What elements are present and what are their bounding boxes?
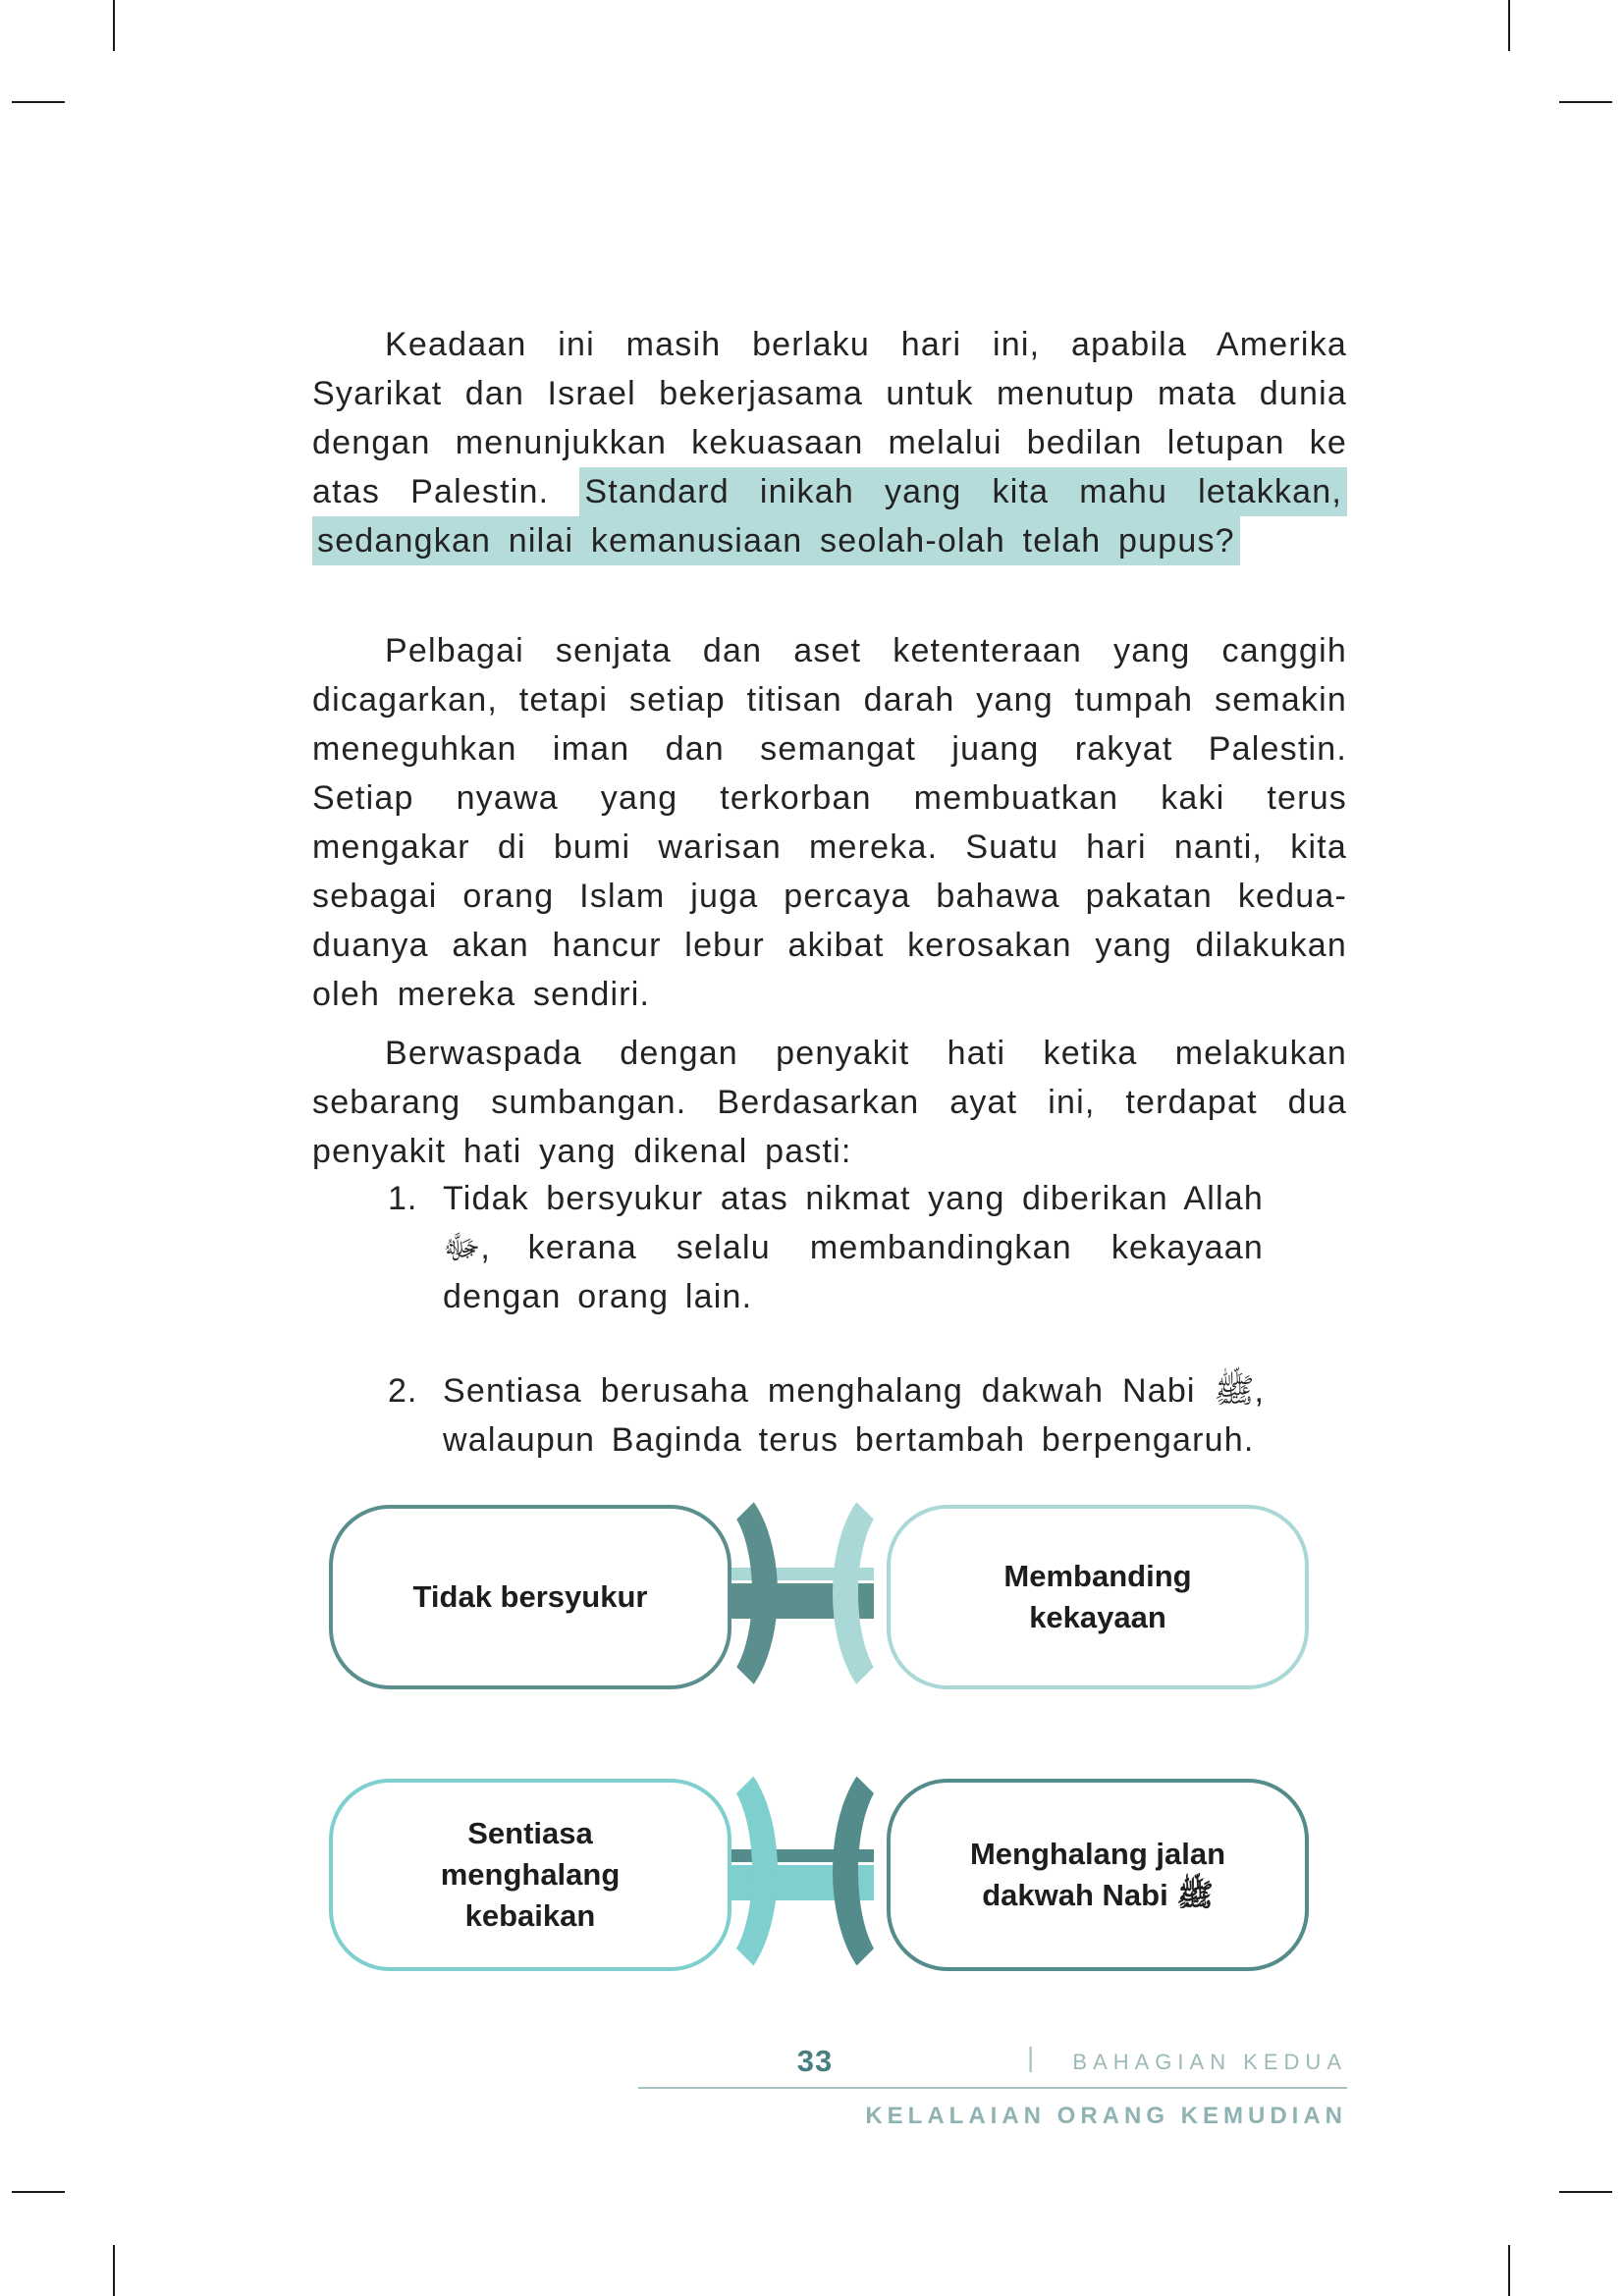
crop-mark-bottom-right-vertical bbox=[1508, 2245, 1510, 2296]
highlighted-sentence: Standard inikah yang kita mahu letakkan, sedangkan nilai kemanusiaan seolah-olah telah pupus? bbox=[312, 467, 1347, 565]
footer-chapter-title: KELALAIAN ORANG KEMUDIAN bbox=[865, 2103, 1347, 2129]
crop-mark-bottom-right-horizontal bbox=[1559, 2191, 1612, 2193]
crescent-row2-left bbox=[656, 1752, 778, 1990]
paragraph-3: Berwaspada dengan penyakit hati ketika melakukan sebarang sumbangan. Berdasarkan ayat ini, terdapat dua penyakit hati yang dikenal pasti: bbox=[312, 1035, 1347, 1170]
paragraph-1-text: Keadaan ini masih berlaku hari ini, apabila Amerika Syarikat dan Israel bekerjasama untuk menutup mata dunia dengan menunjukkan kekuasaan melalui bedilan letupan ke atas Palestin. bbox=[312, 326, 1347, 510]
pill-sentiasa-menghalang-label: Sentiasa menghalang kebaikan bbox=[440, 1816, 621, 1933]
list-item-2-number: 2. bbox=[388, 1372, 418, 1410]
crescent-row1-left bbox=[656, 1478, 778, 1708]
paragraph-2: Pelbagai senjata dan aset ketenteraan yang canggih dicagarkan, tetapi setiap titisan darah yang tumpah semakin meneguhkan iman dan semangat juang rakyat Palestin. Setiap nyawa yang terkorban membuatkan kaki terus mengakar di bumi warisan mereka. Suatu hari nanti, kita sebagai orang Islam juga percaya bahawa pakatan kedua-duanya akan hancur lebur akibat kerosakan yang dilakukan oleh mereka sendiri. bbox=[312, 632, 1347, 1013]
crop-mark-top-left-vertical bbox=[113, 0, 115, 51]
crop-mark-top-right-vertical bbox=[1508, 0, 1510, 51]
pill-membanding-kekayaan-label: Membanding kekayaan bbox=[1003, 1559, 1192, 1634]
crescent-row2-right bbox=[833, 1752, 954, 1990]
page-number: 33 bbox=[796, 2044, 834, 2078]
paragraph-1 bbox=[312, 320, 1347, 565]
list-item-2-text: Sentiasa berusaha menghalang dakwah Nabi ﷺ, walaupun Baginda terus bertambah berpengaruh. bbox=[443, 1372, 1264, 1459]
footer-rule bbox=[638, 2087, 1347, 2089]
crescent-row1-right bbox=[833, 1478, 954, 1708]
crop-mark-bottom-left-horizontal bbox=[12, 2191, 65, 2193]
list-item-1 bbox=[388, 1174, 1264, 1321]
list-item-1-number: 1. bbox=[388, 1180, 418, 1217]
footer-separator: | bbox=[1027, 2042, 1035, 2072]
crop-mark-bottom-left-vertical bbox=[113, 2245, 115, 2296]
crop-mark-top-left-horizontal bbox=[12, 101, 65, 103]
crop-mark-top-right-horizontal bbox=[1559, 101, 1612, 103]
footer-section-title: BAHAGIAN KEDUA bbox=[1072, 2050, 1347, 2074]
pill-tidak-bersyukur-label: Tidak bersyukur bbox=[412, 1579, 648, 1614]
list-item-1-text: Tidak bersyukur atas nikmat yang diberikan Allah ﷻ, kerana selalu membandingkan kekayaan dengan orang lain. bbox=[443, 1180, 1264, 1315]
list-item-2 bbox=[388, 1366, 1264, 1465]
pill-menghalang-jalan-label: Menghalang jalan dakwah Nabi ﷺ bbox=[969, 1837, 1226, 1912]
